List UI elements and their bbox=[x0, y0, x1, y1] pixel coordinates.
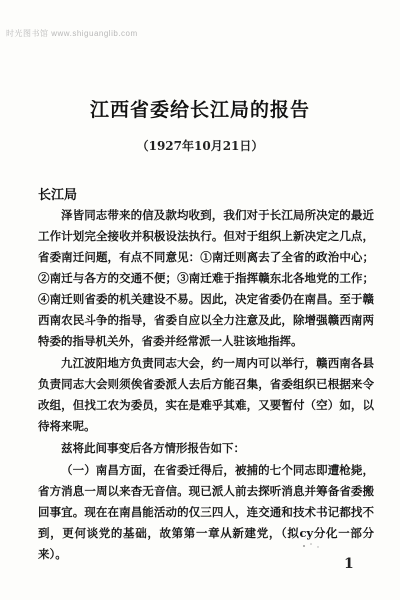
paragraph: 兹将此间事变后各方情形报告如下： bbox=[61, 441, 245, 455]
salutation: 长江局 bbox=[38, 188, 78, 203]
scan-specks bbox=[300, 540, 340, 552]
paragraph: 九江波阳地方负责同志大会，约一周内可以举行，赣西南各县负责同志大会则须俟省委派人去后方能召集，省委组织已根据来令改组，但找工农为委员，实在是难乎其难，又要暂付（空）如，以待将来呢。 bbox=[38, 356, 374, 433]
page-number: 1 bbox=[344, 556, 354, 572]
watermark: 时光图书馆 www.shiguanglib.com bbox=[6, 29, 138, 38]
document-date: （1927年10月21日） bbox=[136, 139, 264, 153]
document-title: 江西省委给长江局的报告 bbox=[89, 99, 310, 121]
paragraph: （一）南昌方面，在省委迁得后，被捕的七个同志即遭枪毙，省方消息一周以来杳无音信。现已派人前去探听消息并筹备省委搬回事宜。现在在南昌能活动的仅三四人，连交通和技术书记都找不到，更何谈党的基础，故第第一章从新建党，（拟cy分化一部分来）。 bbox=[38, 463, 374, 561]
paragraph: 泽皆同志带来的信及款均收到，我们对于长江局所决定的最近工作计划完全接收并积极设法执行。但对于组织上新决定之几点，省委南迁问题，有点不同意见：①南迁则离去了全省的政治中心；②南迁与各方的交通不便；③南迁难于指挥赣东北各地党的工作；④南迁则省委的机关建设不易。因此，决定省委仍在南昌。至于赣西南农民斗争的指导，省委自应以全力注意及此，除增强赣西南两特委的指导机关外，省委并经常派一人驻该地指挥。 bbox=[38, 208, 374, 348]
document-body bbox=[38, 205, 374, 566]
